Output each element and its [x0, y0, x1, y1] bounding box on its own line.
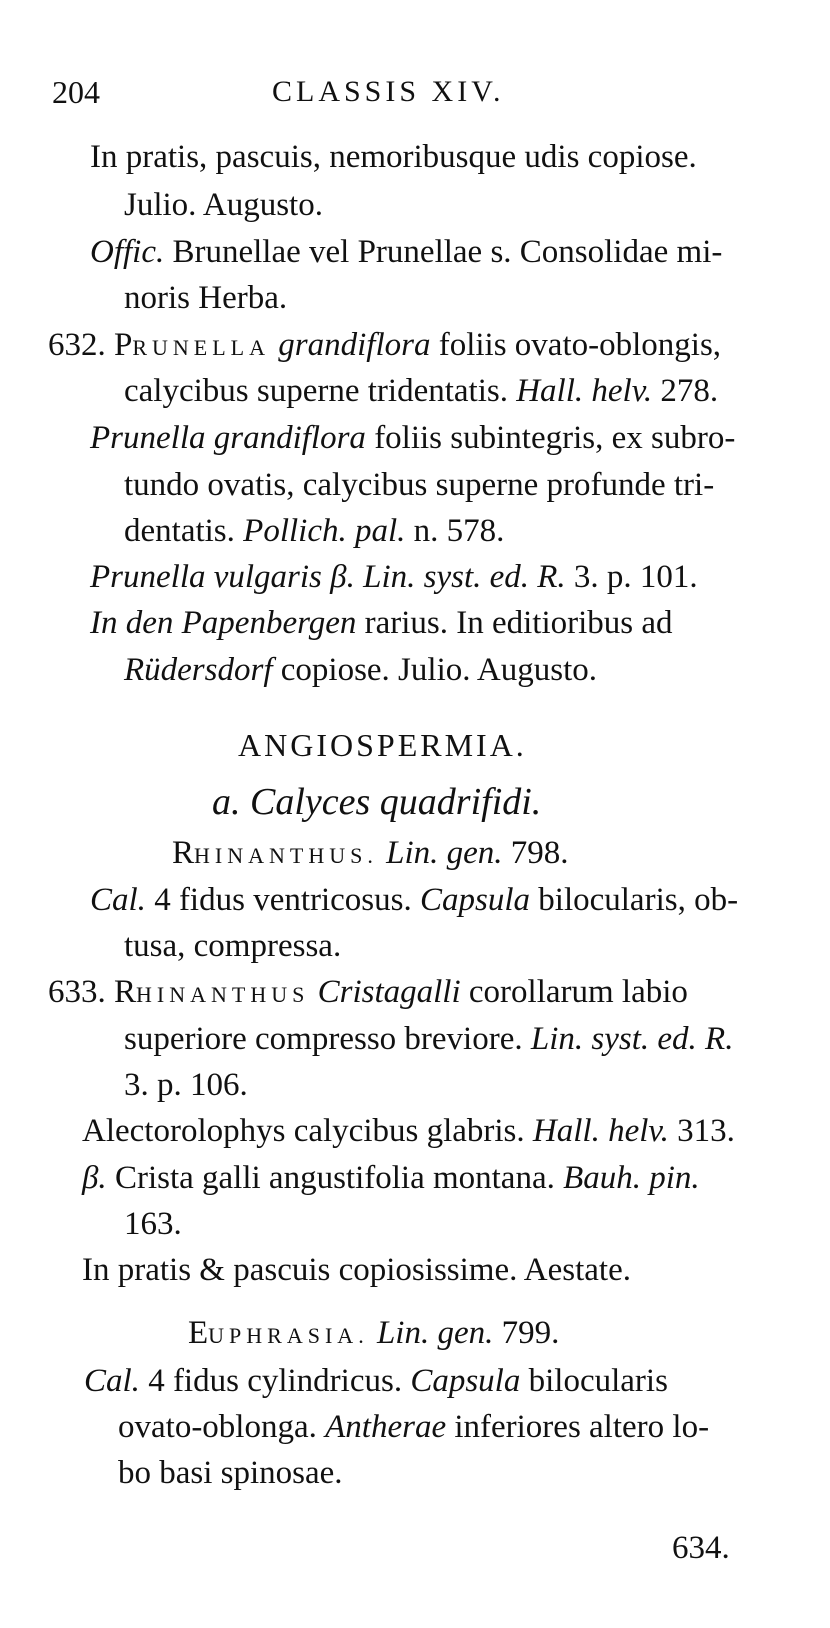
entry-number: 633.	[48, 974, 106, 1010]
genus-heading: EUPHRASIA. Lin. gen. 799.	[188, 1315, 560, 1351]
entry-number: 632.	[48, 327, 106, 363]
locality: Rüdersdorf	[124, 652, 273, 688]
officinal-label: Offic.	[90, 234, 165, 270]
text-line: Cal. 4 fidus cylindricus. Capsula bilocularis	[84, 1363, 668, 1399]
citation: Lin. syst. ed. R.	[530, 1021, 734, 1057]
text-line: In pratis & pascuis copiosissime. Aestate.	[82, 1252, 631, 1288]
text-line: Julio. Augusto.	[124, 187, 323, 223]
synonym: Prunella vulgaris β. Lin. syst. ed. R.	[90, 559, 566, 595]
entry-633: 633. RHINANTHUS Cristagalli corollarum labio	[48, 974, 688, 1010]
text-line: In pratis, pascuis, nemoribusque udis copiose.	[90, 139, 697, 175]
citation: Hall. helv.	[532, 1113, 669, 1149]
citation: Hall. helv.	[516, 373, 653, 409]
text-line: noris Herba.	[124, 280, 288, 316]
text-line: calycibus superne tridentatis. Hall. helv. 278.	[124, 373, 719, 409]
text-line: ovato-oblonga. Antherae inferiores altero lo-	[118, 1409, 710, 1445]
genus-heading: RHINANTHUS. Lin. gen. 798.	[172, 835, 569, 871]
text-line: 163.	[124, 1206, 182, 1242]
subsection-heading: a. Calyces quadrifidi.	[212, 781, 542, 823]
text-line: Alectorolophys calycibus glabris. Hall. helv. 313.	[82, 1113, 735, 1149]
genus-name: HINANTHUS	[136, 982, 310, 1007]
citation: Pollich. pal.	[243, 513, 406, 549]
text-line: Prunella vulgaris β. Lin. syst. ed. R. 3. p. 101.	[90, 559, 698, 595]
text-line: 3. p. 106.	[124, 1067, 248, 1103]
text-line: Cal. 4 fidus ventricosus. Capsula bilocularis, ob-	[90, 882, 739, 918]
text-line: bo basi spinosae.	[118, 1455, 343, 1491]
citation: Lin. gen.	[368, 1315, 494, 1351]
citation: Bauh. pin.	[563, 1160, 700, 1196]
genus-name: RUNELLA	[132, 335, 271, 360]
citation: Lin. gen.	[377, 835, 503, 871]
text-line: β. Crista galli angustifolia montana. Bauh. pin.	[82, 1160, 700, 1196]
species-name: Cristagalli	[309, 974, 461, 1010]
text-line: tundo ovatis, calycibus superne profunde tri-	[124, 467, 715, 503]
text-line: superiore compresso breviore. Lin. syst. ed. R.	[124, 1021, 734, 1057]
text-line: tusa, compressa.	[124, 928, 342, 964]
locality: In den Papenbergen	[90, 605, 357, 641]
page-number: 204	[52, 74, 100, 110]
section-heading: ANGIOSPERMIA.	[238, 727, 527, 763]
text-line: In den Papenbergen rarius. In editioribus ad	[90, 605, 673, 641]
synonym: Prunella grandiflora	[90, 420, 366, 456]
text-line: dentatis. Pollich. pal. n. 578.	[124, 513, 505, 549]
running-title: CLASSIS XIV.	[272, 75, 505, 108]
text-line: Offic. Brunellae vel Prunellae s. Consolidae mi-	[90, 234, 723, 270]
entry-632: 632. PRUNELLA grandiflora foliis ovato-oblongis,	[48, 327, 722, 363]
species-name: grandiflora	[278, 327, 431, 363]
text-line: Rüdersdorf copiose. Julio. Augusto.	[124, 652, 598, 688]
catchword: 634.	[672, 1530, 730, 1566]
text-line: Prunella grandiflora foliis subintegris, ex subro-	[90, 420, 736, 456]
